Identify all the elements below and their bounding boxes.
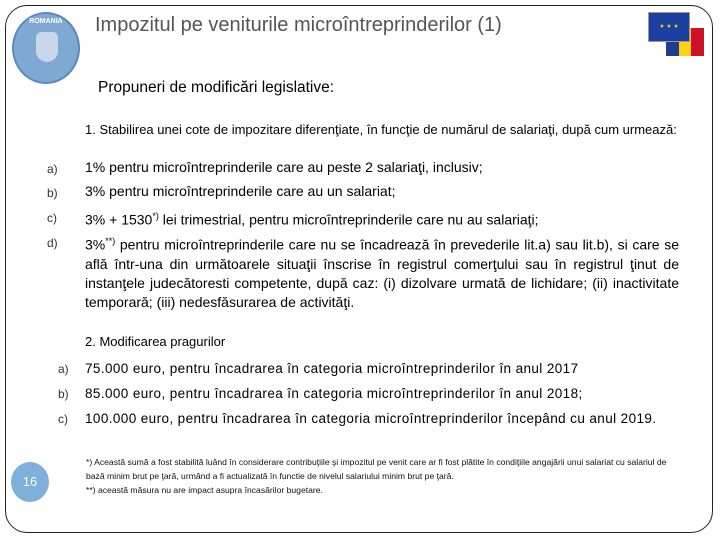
eagle-emblem-icon [36, 32, 58, 62]
item-label: c) [58, 412, 68, 426]
list-item [85, 207, 679, 230]
footnote-ref: *) [152, 211, 159, 221]
page-number: 16 [11, 462, 49, 502]
item-label: b) [47, 186, 58, 200]
list-item: 75.000 euro, pentru încadrarea în categoria microîntreprinderilor în anul 2017 [85, 361, 579, 376]
footnote-2: **) această măsura nu are impact asupra încasărilor bugetare. [86, 485, 323, 495]
list-item [85, 232, 679, 312]
footnote-ref: **) [105, 236, 116, 246]
section1-heading: 1. Stabilirea unei cote de impozitare diferenţiate, în funcţie de numărul de salariaţi, după cum urmează: [85, 122, 677, 137]
item-label: d) [47, 236, 58, 250]
section2-heading: 2. Modificarea pragurilor [85, 334, 226, 349]
item-text: pentru microîntreprinderile care nu se încadrează în prevederile lit.a) sau lit.b), si care se află într-una din următoarele situaţii înscrise în registrul comerţului sau în registrul ţinut de instanţele judecătoresti competente, după caz: (i) dizolvare urmată de lichidare; (ii) inactivitate temporară; (iii) nedesfăsurarea de activităţi. [85, 236, 679, 310]
ministry-logo: ROMANIA [12, 12, 80, 84]
eu-romania-flag-icon: ★ ★ ★ [648, 12, 704, 52]
list-item: 85.000 euro, pentru încadrarea în categoria microîntreprinderilor în anul 2018; [85, 386, 583, 401]
footnote-1: *) Această sumă a fost stabilită luând în considerare contribuţiile şi impozitul pe venit care ar fi fost plătite în condiţiile angajării unui salariat cu salariul de bază minim brut pe ţară, urmând a fi actualizată în functie de nivelul salariului minim brut pe ţară. [86, 457, 667, 481]
item-text: lei trimestrial, pentru microîntreprinderile care nu au salariaţi; [158, 211, 539, 228]
rate: 3% [85, 236, 106, 253]
list-item: 3% pentru microîntreprinderile care au un salariat; [85, 183, 396, 199]
list-item: 100.000 euro, pentru încadrarea în categoria microîntreprinderilor începând cu anul 2019. [85, 411, 657, 426]
rate: 3% + 1530 [85, 211, 153, 228]
item-label: a) [47, 162, 58, 176]
slide-title: Impozitul pe veniturile microîntreprinderilor (1) [95, 14, 502, 36]
item-label: a) [58, 362, 69, 376]
footnotes [86, 455, 686, 497]
list-item: 1% pentru microîntreprinderile care au peste 2 salariaţi, inclusiv; [85, 159, 483, 175]
item-label: c) [47, 211, 57, 225]
item-label: b) [58, 387, 69, 401]
subtitle: Propuneri de modificări legislative: [98, 79, 335, 96]
